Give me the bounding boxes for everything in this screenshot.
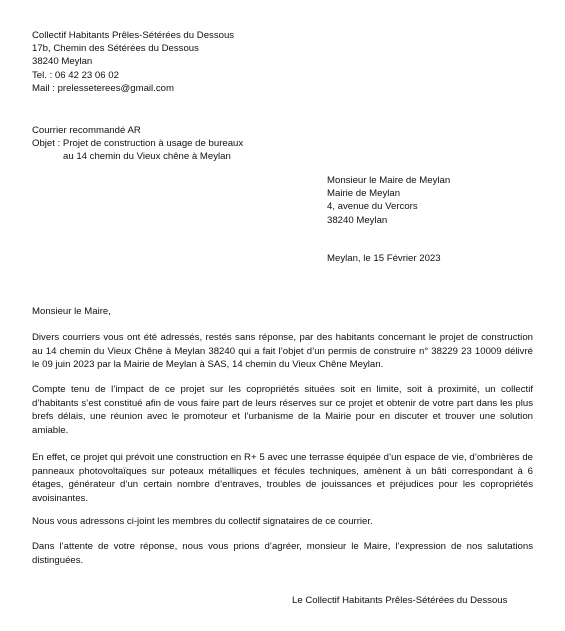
sender-phone: Tel. : 06 42 23 06 02 <box>32 69 119 81</box>
body-paragraph-5: Dans l’attente de votre réponse, nous vous prions d’agréer, monsieur le Maire, l’expression de nos salutations distinguées. <box>32 541 533 566</box>
salutation-text: Monsieur le Maire, <box>32 306 111 317</box>
recipient-street: 4, avenue du Vercors <box>327 201 418 213</box>
recipient-name: Monsieur le Maire de Meylan <box>327 175 451 186</box>
signature-text: Le Collectif Habitants Prêles-Sétérées du Dessous <box>292 595 508 606</box>
sender-address <box>32 29 234 95</box>
body-paragraph-1: Divers courriers vous ont été adressés, restés sans réponse, par des habitants concernant le projet de construction au 14 chemin du Vieux Chêne à Meylan 38240 qui a fait l’objet d’un permis de construire n° 38229 23 10009 délivré le 09 juin 2023 par la Mairie de Meylan à SAS, 14 chemin du Vieux Chêne Meylan. <box>32 332 533 371</box>
recipient-city: 38240 Meylan <box>327 214 388 226</box>
body-paragraph-4: Nous vous adressons ci-joint les membres du collectif signataires de ce courrier. <box>32 516 373 527</box>
subject-block <box>32 124 243 164</box>
sender-street: 17b, Chemin des Sétérées du Dessous <box>32 43 199 55</box>
letter-date <box>327 252 441 265</box>
subject-line-continued: au 14 chemin du Vieux chêne à Meylan <box>63 151 231 163</box>
body-paragraph-3: En effet, ce projet qui prévoit une construction en R+ 5 avec une terrasse équipée d’un espace de vie, d’ombrières de panneaux photovoltaïques sur poteaux métalliques et fécules techniques, amènent à un bâti correspondant à 6 étages, générateur d’un certain nombre d’entraves, troubles de jouissances et préjudices pour les copropriétés avoisinantes. <box>32 452 533 504</box>
recipient-org: Mairie de Meylan <box>327 188 401 200</box>
sender-city: 38240 Meylan <box>32 56 93 68</box>
delivery-mode: Courrier recommandé AR <box>32 125 141 136</box>
sender-name: Collectif Habitants Prêles-Sétérées du Dessous <box>32 30 235 41</box>
body-paragraph-2: Compte tenu de l’impact de ce projet sur les copropriétés situées soit en limite, soit à proximité, un collectif d’habitants s’est constitué afin de vous faire part de leurs réserves sur ce projet et obtenir de votre part dans les plus brefs délais, une réunion avec le promoteur et l’urbanisme de la Mairie pour en discuter et trouver une solution amiable. <box>32 384 533 436</box>
date-text: Meylan, le 15 Février 2023 <box>327 253 441 264</box>
signature <box>292 594 507 607</box>
salutation <box>32 305 111 318</box>
sender-email: Mail : prelesseterees@gmail.com <box>32 82 174 94</box>
recipient-address <box>327 174 450 227</box>
subject-line: Objet : Projet de construction à usage de bureaux <box>32 138 244 150</box>
